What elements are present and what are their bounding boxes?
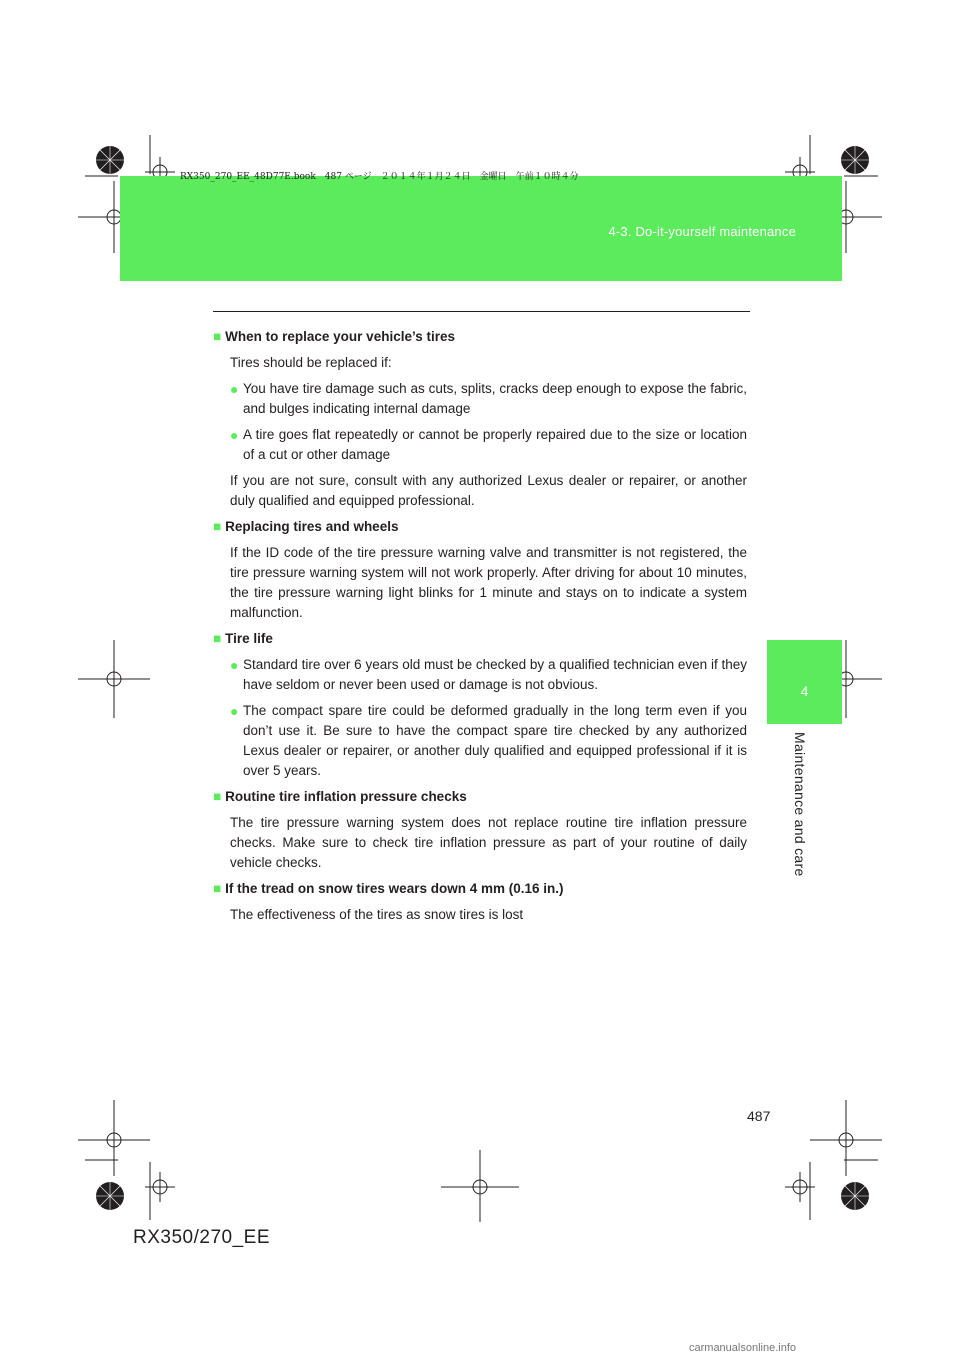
round-bullet-icon: ●	[230, 657, 239, 673]
bullet-item	[230, 701, 747, 781]
bullet-item	[230, 655, 747, 695]
bullet-text: The compact spare tire could be deformed gradually in the long term even if you don’t use it. Be sure to have the compact spare tire checked by any authorized Lexus dealer or repairer, or another duly qualified and equipped professional if it is over 5 years.	[243, 703, 747, 778]
square-bullet-icon: ■	[213, 631, 222, 646]
section-heading	[213, 879, 747, 899]
section-title: 4-3. Do-it-yourself maintenance	[608, 224, 796, 239]
page-number: 487	[747, 1108, 771, 1124]
round-bullet-icon: ●	[230, 381, 239, 397]
section-heading-text: Tire life	[225, 631, 273, 646]
section-heading	[213, 629, 747, 649]
bullet-text: Standard tire over 6 years old must be checked by a qualified technician even if they have seldom or never been used or damage is not obvious.	[243, 657, 747, 692]
section-paragraph: If the ID code of the tire pressure warning valve and transmitter is not registered, the tire pressure warning system will not work properly. After driving for about 10 minutes, the tire pressure warning light blinks for 1 minute and stays on to indicate a system malfunction.	[230, 545, 747, 620]
section-paragraph: Tires should be replaced if:	[230, 355, 392, 370]
page-content	[213, 327, 747, 931]
bullet-item	[230, 379, 747, 419]
bullet-text: A tire goes flat repeatedly or cannot be properly repaired due to the size or location of a cut or other damage	[243, 427, 747, 462]
square-bullet-icon: ■	[213, 789, 222, 804]
chapter-tab	[767, 640, 842, 724]
watermark: carmanualsonline.info	[689, 1342, 797, 1354]
section-heading	[213, 327, 747, 347]
section-heading	[213, 787, 747, 807]
chapter-label: Maintenance and care	[792, 732, 808, 877]
book-stamp: RX350_270_EE_48D77E.book 487 ページ ２０１４年１月２４日 金曜日 午前１０時４分	[180, 172, 579, 182]
section-heading-text: If the tread on snow tires wears down 4 mm (0.16 in.)	[225, 881, 564, 896]
bullet-item	[230, 425, 747, 465]
square-bullet-icon: ■	[213, 519, 222, 534]
section-paragraph: The effectiveness of the tires as snow tires is lost	[230, 907, 524, 922]
square-bullet-icon: ■	[213, 881, 222, 896]
section-paragraph: If you are not sure, consult with any authorized Lexus dealer or repairer, or another duly qualified and equipped professional.	[230, 473, 747, 508]
section-heading-text: Replacing tires and wheels	[225, 519, 399, 534]
round-bullet-icon: ●	[230, 427, 239, 443]
bullet-text: You have tire damage such as cuts, splits, cracks deep enough to expose the fabric, and bulges indicating internal damage	[243, 381, 747, 416]
section-heading-text: When to replace your vehicle’s tires	[225, 329, 455, 344]
section-heading	[213, 517, 747, 537]
section-paragraph: The tire pressure warning system does not replace routine tire inflation pressure checks. Make sure to check tire inflation pressure as part of your routine of daily vehicle checks.	[230, 815, 747, 870]
top-rule	[213, 311, 750, 312]
section-heading-text: Routine tire inflation pressure checks	[225, 789, 467, 804]
round-bullet-icon: ●	[230, 703, 239, 719]
model-code: RX350/270_EE	[133, 1227, 270, 1248]
chapter-number: 4	[800, 683, 809, 699]
square-bullet-icon: ■	[213, 329, 222, 344]
